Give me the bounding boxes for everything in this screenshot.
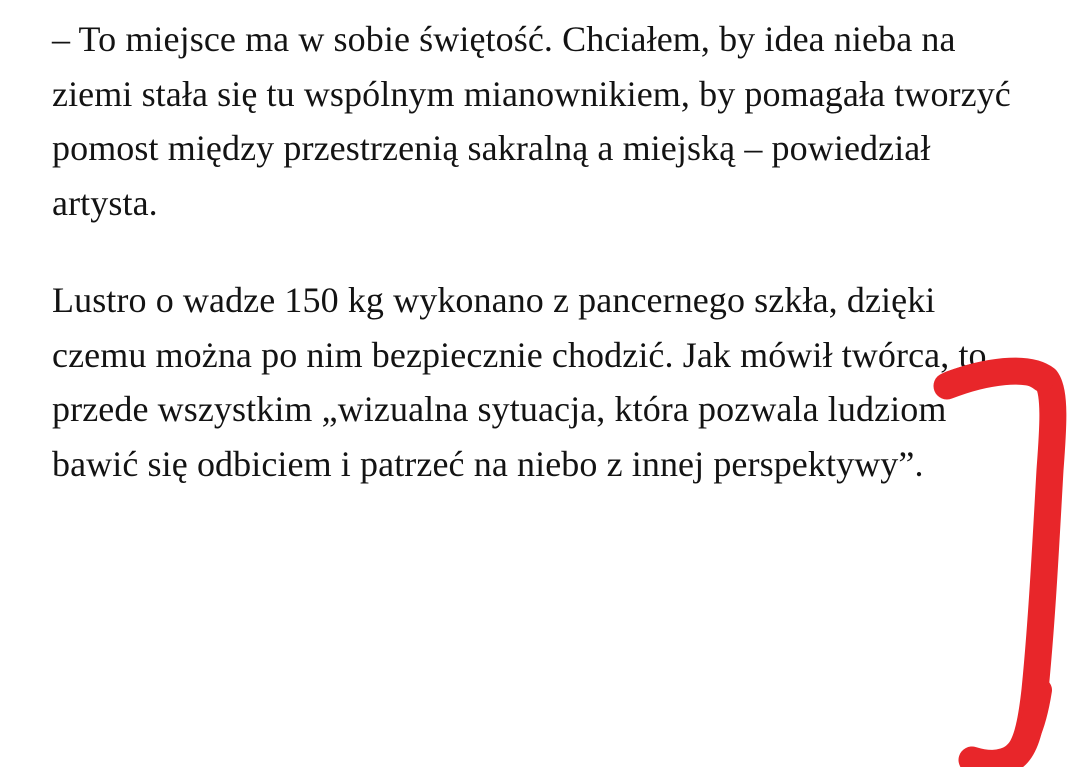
article-body bbox=[52, 12, 1027, 492]
paragraph-description: Lustro o wadze 150 kg wykonano z pancernego szkła, dzięki czemu można po nim bezpiecznie chodzić. Jak mówił twórca, to przede wszystkim „wizualna sytuacja, która pozwala ludziom bawić się odbiciem i patrzeć na niebo z innej perspektywy”. bbox=[52, 279, 996, 485]
paragraph-quote: – To miejsce ma w sobie świętość. Chciałem, by idea nieba na ziemi stała się tu wspólnym mianownikiem, by pomagała tworzyć pomost między przestrzenią sakralną a miejską – powiedział artysta. bbox=[52, 19, 1020, 224]
